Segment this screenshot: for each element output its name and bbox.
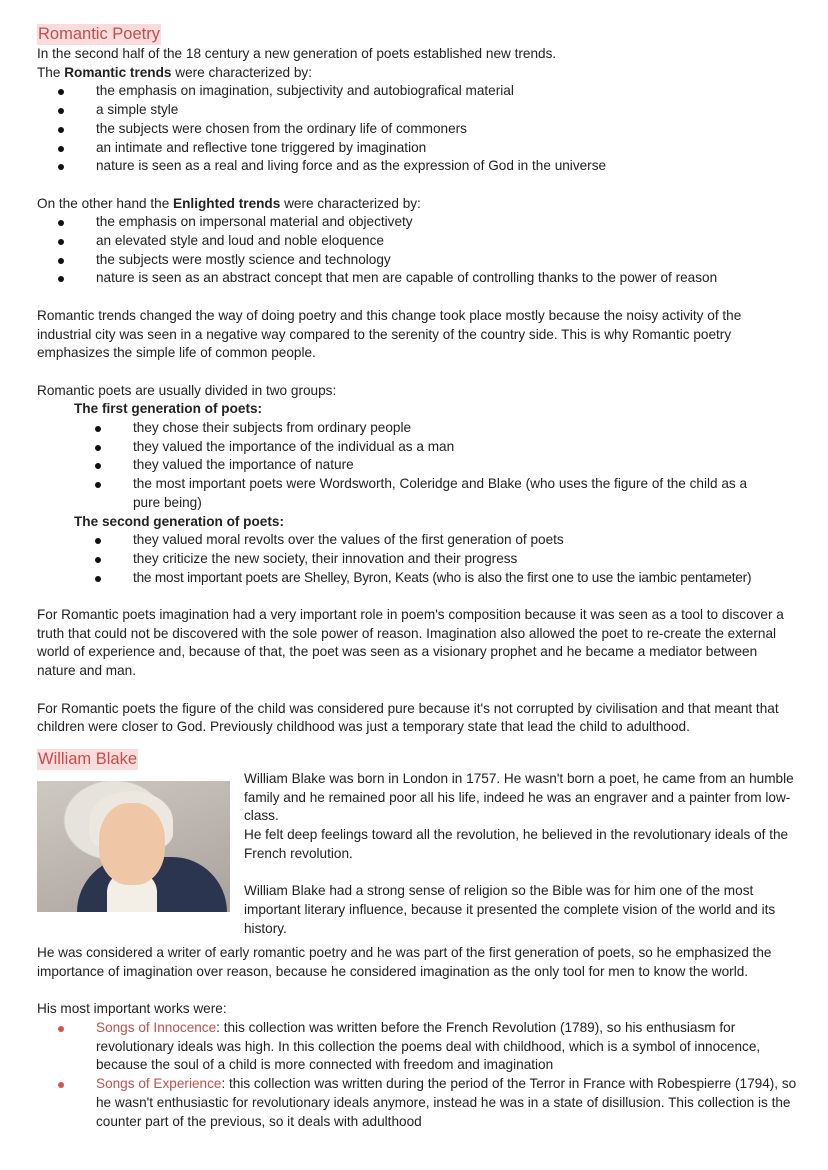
list-item: the most important poets are Shelley, Byron, Keats (who is also the first one to use the iambic pentameter): [37, 569, 797, 588]
paragraph: William Blake had a strong sense of religion so the Bible was for him one of the most important literary influence, because it presented the complete vision of the world and its history.: [244, 883, 776, 936]
list-item: the most important poets were Wordsworth, Coleridge and Blake (who uses the figure of the child as a pure being): [37, 475, 797, 512]
bio-block: [37, 770, 797, 938]
work-title: Songs of Innocence: [96, 1020, 217, 1036]
list-item: [37, 1019, 797, 1075]
enlighted-trends-lead: [37, 195, 797, 214]
list-item: they valued moral revolts over the values of the first generation of poets: [37, 531, 797, 550]
list-item: [37, 1075, 797, 1131]
text: were characterized by:: [280, 195, 421, 211]
text: were characterized by:: [171, 64, 312, 80]
work-description: : this collection was written before the French Revolution (1789), so his enthusiasm for revolutionary ideals was high. In this collection the poems deal with childhood, which is a symbol of innocence, because the soul of a child is more connected with freedom and imagination: [96, 1020, 761, 1073]
enlighted-trends-list: [37, 213, 797, 288]
work-title: Songs of Experience: [96, 1076, 222, 1092]
list-item: the subjects were chosen from the ordinary life of commoners: [37, 120, 797, 139]
document-page: [37, 24, 797, 1131]
works-intro: His most important works were:: [37, 1001, 227, 1017]
bold-term: Romantic trends: [64, 64, 172, 80]
list-item: they chose their subjects from ordinary people: [37, 419, 797, 438]
list-item: the subjects were mostly science and technology: [37, 251, 797, 270]
first-generation-list: [37, 419, 797, 513]
paragraph: For Romantic poets the figure of the child was considered pure because it's not corrupted by civilisation and that meant that children were closer to God. Previously childhood was just a temporary state that lead the child to adulthood.: [37, 700, 779, 735]
list-item: an intimate and reflective tone triggered by imagination: [37, 139, 797, 158]
paragraph: He felt deep feelings toward all the revolution, he believed in the revolutionary ideals of the French revolution.: [244, 827, 789, 861]
section-heading-william-blake: William Blake: [38, 749, 138, 768]
romantic-trends-list: [37, 82, 797, 176]
works-list: [37, 1019, 797, 1131]
list-item: they criticize the new society, their innovation and their progress: [37, 550, 797, 569]
list-item: the emphasis on impersonal material and objectivety: [37, 213, 797, 232]
second-generation-list: [37, 531, 797, 587]
list-item: an elevated style and loud and noble eloquence: [37, 232, 797, 251]
list-item: nature is seen as a real and living force and as the expression of God in the universe: [37, 157, 797, 176]
first-generation-heading: The first generation of poets:: [74, 401, 263, 417]
list-item: a simple style: [37, 101, 797, 120]
intro-text: In the second half of the 18 century a new generation of poets established new trends.: [37, 46, 557, 61]
list-item: they valued the importance of nature: [37, 456, 797, 475]
text: On the other hand the: [37, 195, 174, 211]
list-item: the emphasis on imagination, subjectivity and autobiografical material: [37, 82, 797, 101]
paragraph: For Romantic poets imagination had a very important role in poem's composition because it was seen as a tool to discover a truth that could not be discovered with the sole power of reason. Imagination also allowed the poet to re-create the external world of experience and, because of that, the poet was seen as a visionary prophet and he became a mediator between nature and man.: [37, 607, 784, 679]
paragraph: William Blake was born in London in 1757. He wasn't born a poet, he came from an humble family and he remained poor all his life, indeed he was an engraver and a painter from low-class.: [244, 770, 794, 824]
paragraph: Romantic trends changed the way of doing poetry and this change took place mostly because the noisy activity of the industrial city was seen in a negative way compared to the serenity of the country side. This is why Romantic poetry emphasizes the simple life of common people.: [37, 307, 742, 361]
romantic-trends-lead: [37, 64, 797, 83]
text: The: [37, 64, 65, 80]
bio-text: [244, 770, 794, 938]
bold-term: Enlighted trends: [173, 195, 281, 211]
section-heading-romantic-poetry: Romantic Poetry: [38, 25, 160, 43]
work-description: : this collection was written during the period of the Terror in France with Robespierre (1794), so he wasn't enthusiastic for revolutionary ideals anymore, instead he was in a state of disillusion. This collection is the counter part of the previous, so it deals with adulthood: [96, 1076, 797, 1129]
william-blake-portrait: [37, 781, 230, 912]
paragraph: He was considered a writer of early romantic poetry and he was part of the first generation of poets, so he emphasized the importance of imagination over reason, because he considered imagination as the only tool for men to know the world.: [37, 945, 772, 979]
list-item: they valued the importance of the individual as a man: [37, 438, 797, 457]
second-generation-heading: The second generation of poets:: [74, 513, 284, 529]
groups-intro: Romantic poets are usually divided in two groups:: [37, 382, 337, 398]
list-item: nature is seen as an abstract concept that men are capable of controlling thanks to the power of reason: [37, 269, 797, 288]
